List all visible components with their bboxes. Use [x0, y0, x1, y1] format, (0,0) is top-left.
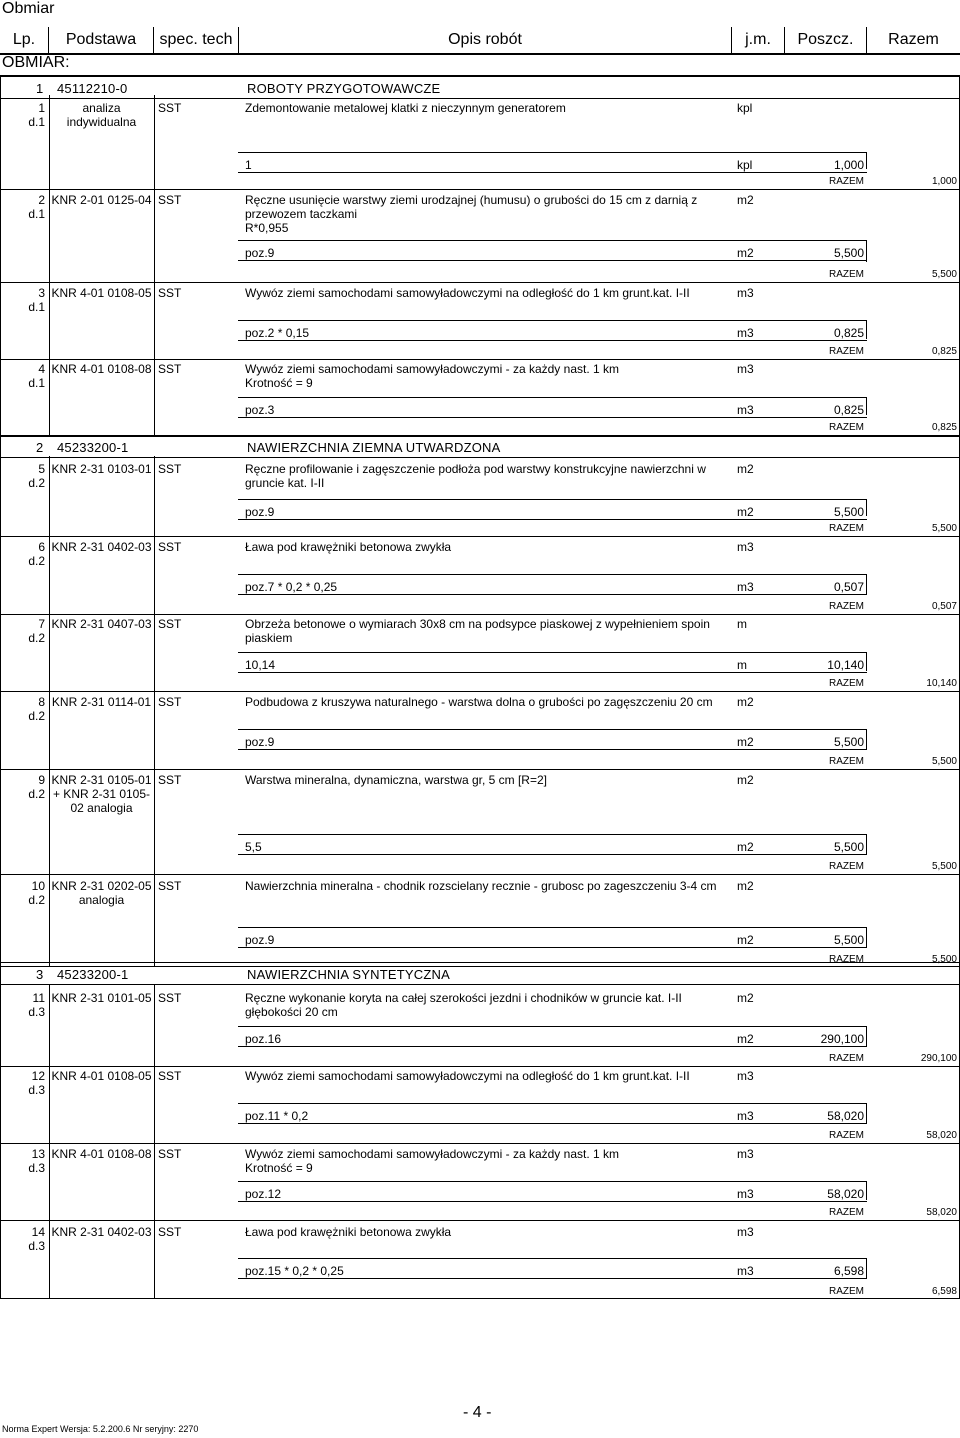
razem-label: RAZEM [829, 678, 864, 689]
calc-right-sep [866, 652, 867, 671]
item-podstawa: KNR 4-01 0108-05 [51, 286, 152, 300]
calc-line [238, 1258, 867, 1259]
item-lp-dept: d.1 [28, 115, 45, 129]
obmiar-label: OBMIAR: [2, 54, 70, 71]
calc-line [238, 1123, 867, 1124]
col-lp-sep [49, 95, 50, 189]
item-lp: 14 [31, 1225, 45, 1239]
calc-line [238, 749, 867, 750]
item-divider [0, 691, 960, 692]
item-opis: Wywóz ziemi samochodami samowyładowczymi na odległość do 1 km grunt.kat. I-II [245, 286, 690, 300]
calc-right-sep [866, 1103, 867, 1123]
calc-right-sep [866, 397, 867, 415]
item-lp-dept: d.3 [28, 1005, 45, 1019]
col-lp-sep [49, 767, 50, 874]
item-spec: SST [158, 101, 182, 115]
col-podstawa-sep [154, 985, 155, 1066]
razem-label: RAZEM [829, 346, 864, 357]
item-opis: Ława pod krawężniki betonowa zwykła [245, 1225, 452, 1239]
razem-label: RAZEM [829, 756, 864, 767]
calc-formula: poz.11 * 0,2 [245, 1109, 309, 1123]
item-lp: 6 [38, 540, 45, 554]
item-podstawa: KNR 2-31 0402-03 [51, 540, 152, 554]
item-divider [0, 769, 960, 770]
table-left-border [0, 75, 1, 1299]
calc-right-sep [866, 729, 867, 749]
item-divider [0, 536, 960, 537]
item-lp-dept: d.2 [28, 476, 45, 490]
calc-unit: kpl [737, 158, 753, 172]
calc-line [238, 152, 867, 153]
item-spec: SST [158, 879, 182, 893]
item-divider [0, 1220, 960, 1221]
razem-value: 5,500 [931, 954, 957, 965]
calc-right-sep [866, 1258, 867, 1279]
page-number: - 4 - [463, 1404, 492, 1421]
item-lp: 1 [38, 101, 45, 115]
razem-label: RAZEM [829, 861, 864, 872]
calc-unit: m2 [737, 246, 754, 260]
item-lp-dept: d.2 [28, 787, 45, 801]
razem-label: RAZEM [829, 601, 864, 612]
item-divider [0, 966, 960, 967]
calc-unit: m3 [737, 580, 754, 594]
item-divider [0, 874, 960, 875]
calc-value: 5,500 [833, 246, 864, 260]
item-lp-dept: d.1 [28, 207, 45, 221]
col-podstawa-sep [154, 456, 155, 536]
section-divider [0, 76, 960, 77]
col-jm: j.m. [732, 27, 784, 53]
calc-formula: 10,14 [245, 658, 276, 672]
item-jm: m3 [737, 540, 754, 554]
razem-value: 0,507 [931, 601, 957, 612]
item-opis: Ręczne profilowanie i zagęszczenie podłoża pod warstwy konstrukcyjne nawierzchni w gruncie kat. I-II [245, 462, 706, 490]
calc-line [238, 519, 867, 520]
item-divider [0, 189, 960, 190]
razem-value: 5,500 [931, 523, 957, 534]
section-divider [0, 98, 960, 99]
item-jm: m2 [737, 462, 754, 476]
item-lp: 5 [38, 462, 45, 476]
calc-unit: m2 [737, 1032, 754, 1046]
item-lp: 2 [38, 193, 45, 207]
col-opis: Opis robót [239, 27, 731, 53]
item-spec: SST [158, 540, 182, 554]
item-jm: m2 [737, 773, 754, 787]
section-title: ROBOTY PRZYGOTOWAWCZE [247, 81, 441, 96]
item-divider [0, 359, 960, 360]
section-divider [0, 457, 960, 458]
razem-value: 58,020 [926, 1130, 957, 1141]
item-divider [0, 1066, 960, 1067]
razem-value: 5,500 [931, 269, 957, 280]
item-opis-extra: Krotność = 9 [245, 1161, 313, 1175]
calc-formula: poz.7 * 0,2 * 0,25 [245, 580, 338, 594]
section-number: 3 [36, 967, 44, 982]
razem-value: 1,000 [931, 176, 957, 187]
item-opis: Warstwa mineralna, dynamiczna, warstwa gr, 5 cm [R=2] [245, 773, 547, 787]
item-lp: 8 [38, 695, 45, 709]
item-podstawa: KNR 2-31 0114-01 [51, 695, 152, 709]
item-jm: m2 [737, 991, 754, 1005]
item-spec: SST [158, 1147, 182, 1161]
calc-line [238, 320, 867, 321]
item-lp-dept: d.3 [28, 1239, 45, 1253]
item-lp: 10 [31, 879, 45, 893]
item-lp: 3 [38, 286, 45, 300]
razem-label: RAZEM [829, 1053, 864, 1064]
razem-value: 0,825 [931, 422, 957, 433]
calc-unit: m2 [737, 840, 754, 854]
calc-formula: poz.9 [245, 505, 275, 519]
calc-line [238, 172, 867, 173]
calc-right-sep [866, 1181, 867, 1200]
item-jm: m3 [737, 1069, 754, 1083]
item-spec: SST [158, 462, 182, 476]
calc-formula: 1 [245, 158, 252, 172]
calc-right-sep [866, 1026, 867, 1046]
calc-formula: poz.12 [245, 1187, 282, 1201]
razem-value: 290,100 [920, 1053, 957, 1064]
razem-value: 0,825 [931, 346, 957, 357]
calc-value: 6,598 [833, 1264, 864, 1278]
item-jm: m3 [737, 286, 754, 300]
item-opis-extra: Krotność = 9 [245, 376, 313, 390]
item-lp: 4 [38, 362, 45, 376]
item-lp: 13 [31, 1147, 45, 1161]
calc-line [238, 854, 867, 855]
col-podstawa-sep [154, 95, 155, 189]
item-opis: Wywóz ziemi samochodami samowyładowczymi na odległość do 1 km grunt.kat. I-II [245, 1069, 690, 1083]
calc-line [238, 672, 867, 673]
item-jm: m2 [737, 879, 754, 893]
item-lp: 12 [31, 1069, 45, 1083]
col-podstawa-sep [154, 1219, 155, 1298]
calc-line [238, 594, 867, 595]
item-podstawa: KNR 2-31 0101-05 [51, 991, 152, 1005]
item-lp-dept: d.2 [28, 893, 45, 907]
item-opis: Nawierzchnia mineralna - chodnik rozscielany recznie - grubosc po zageszczeniu 3-4 cm [245, 879, 717, 893]
item-podstawa: KNR 2-31 0407-03 [51, 617, 152, 631]
item-spec: SST [158, 1069, 182, 1083]
item-spec: SST [158, 362, 182, 376]
item-jm: m3 [737, 1147, 754, 1161]
calc-value: 1,000 [833, 158, 864, 172]
calc-line [238, 1278, 867, 1279]
calc-right-sep [866, 927, 867, 947]
item-podstawa: KNR 2-01 0125-04 [51, 193, 152, 207]
section-title: NAWIERZCHNIA ZIEMNA UTWARDZONA [247, 440, 501, 455]
item-opis: Wywóz ziemi samochodami samowyładowczymi - za każdy nast. 1 km [245, 362, 619, 376]
col-lp-sep [49, 611, 50, 691]
calc-line [238, 729, 867, 730]
calc-value: 10,140 [827, 658, 864, 672]
item-spec: SST [158, 286, 182, 300]
calc-value: 58,020 [827, 1187, 864, 1201]
item-podstawa: KNR 2-31 0103-01 [51, 462, 152, 476]
section-number: 1 [36, 81, 44, 96]
calc-right-sep [866, 240, 867, 262]
item-divider [0, 282, 960, 283]
calc-unit: m3 [737, 1264, 754, 1278]
item-podstawa: KNR 4-01 0108-08 [51, 1147, 152, 1161]
calc-line [238, 574, 867, 575]
footer-version: Norma Expert Wersja: 5.2.200.6 Nr seryjny: 2270 [2, 1424, 199, 1434]
calc-line [238, 1103, 867, 1104]
item-divider [0, 1298, 960, 1299]
col-lp-sep [49, 985, 50, 1066]
item-divider [0, 614, 960, 615]
item-jm: kpl [737, 101, 753, 115]
window-title: Obmiar [2, 0, 55, 17]
calc-line [238, 1201, 867, 1202]
item-spec: SST [158, 193, 182, 207]
calc-line [238, 240, 867, 241]
calc-unit: m [737, 658, 747, 672]
calc-line [238, 1181, 867, 1182]
item-lp-dept: d.2 [28, 631, 45, 645]
item-podstawa: KNR 2-31 0202-05 analogia [51, 879, 152, 907]
calc-formula: poz.16 [245, 1032, 282, 1046]
calc-right-sep [866, 574, 867, 594]
razem-value: 5,500 [931, 861, 957, 872]
razem-label: RAZEM [829, 1286, 864, 1297]
item-opis: Zdemontowanie metalowej klatki z nieczynnym generatorem [245, 101, 566, 115]
calc-value: 5,500 [833, 933, 864, 947]
item-opis: Obrzeża betonowe o wymiarach 30x8 cm na podsypce piaskowej z wypełnieniem spoin piaskiem [245, 617, 710, 645]
item-lp: 7 [38, 617, 45, 631]
calc-unit: m3 [737, 403, 754, 417]
item-jm: m [737, 617, 747, 631]
item-lp-dept: d.1 [28, 300, 45, 314]
col-podstawa-sep [154, 689, 155, 769]
item-opis: Ręczne usunięcie warstwy ziemi urodzajnej (humusu) o grubości do 15 cm z darnią z przewozem taczkami [245, 193, 698, 221]
calc-line [238, 652, 867, 653]
col-lp-sep [49, 1141, 50, 1220]
section-code: 45112210-0 [57, 81, 128, 96]
item-spec: SST [158, 617, 182, 631]
section-title: NAWIERZCHNIA SYNTETYCZNA [247, 967, 450, 982]
col-podstawa-sep [154, 280, 155, 359]
section-code: 45233200-1 [57, 440, 129, 455]
calc-formula: poz.9 [245, 933, 275, 947]
item-spec: SST [158, 773, 182, 787]
col-podstawa-sep [154, 1063, 155, 1143]
calc-right-sep [866, 834, 867, 854]
calc-right-sep [866, 320, 867, 339]
calc-formula: 5,5 [245, 840, 262, 854]
col-lp-sep [49, 187, 50, 282]
calc-value: 0,507 [833, 580, 864, 594]
calc-line [238, 947, 867, 948]
col-lp-sep [49, 873, 50, 966]
calc-value: 58,020 [827, 1109, 864, 1123]
item-lp: 11 [32, 991, 45, 1005]
item-jm: m3 [737, 1225, 754, 1239]
column-header-bar [0, 27, 960, 55]
col-podstawa-sep [154, 187, 155, 282]
item-opis: Podbudowa z kruszywa naturalnego - warstwa dolna o grubości po zagęszczeniu 20 cm [245, 695, 713, 709]
calc-formula: poz.9 [245, 735, 275, 749]
calc-line [238, 834, 867, 835]
col-spec: spec. tech [154, 27, 238, 53]
calc-unit: m2 [737, 505, 754, 519]
item-spec: SST [158, 991, 182, 1005]
calc-value: 5,500 [833, 505, 864, 519]
calc-formula: poz.2 * 0,15 [245, 326, 310, 340]
razem-label: RAZEM [829, 1207, 864, 1218]
calc-value: 0,825 [833, 403, 864, 417]
item-lp-dept: d.3 [28, 1083, 45, 1097]
item-lp-dept: d.2 [28, 709, 45, 723]
calc-unit: m3 [737, 1109, 754, 1123]
calc-line [238, 1046, 867, 1047]
col-lp-sep [49, 280, 50, 359]
calc-right-sep [866, 499, 867, 516]
section-number: 2 [36, 440, 44, 455]
col-podstawa: Podstawa [49, 27, 153, 53]
col-lp-sep [49, 1219, 50, 1298]
razem-label: RAZEM [829, 269, 864, 280]
calc-right-sep [866, 152, 867, 169]
item-lp-dept: d.3 [28, 1161, 45, 1175]
calc-line [238, 499, 867, 500]
calc-line [238, 927, 867, 928]
razem-value: 6,598 [931, 1286, 957, 1297]
razem-value: 5,500 [931, 756, 957, 767]
col-podstawa-sep [154, 534, 155, 614]
calc-line [238, 417, 867, 418]
calc-value: 290,100 [820, 1032, 864, 1046]
col-lp: Lp. [0, 27, 48, 53]
col-lp-sep [49, 534, 50, 614]
item-lp-dept: d.2 [28, 554, 45, 568]
calc-line [238, 340, 867, 341]
item-opis: Ręczne wykonanie koryta na całej szerokości jezdni i chodników w gruncie kat. I-II głębokości 20 cm [245, 991, 682, 1019]
calc-line [238, 260, 867, 261]
col-podstawa-sep [154, 611, 155, 691]
razem-value: 10,140 [926, 678, 957, 689]
item-opis-extra: R*0,955 [245, 221, 289, 235]
item-podstawa: KNR 4-01 0108-05 [51, 1069, 152, 1083]
item-divider [0, 436, 960, 437]
section-code: 45233200-1 [57, 967, 129, 982]
calc-unit: m3 [737, 1187, 754, 1201]
col-lp-sep [49, 1063, 50, 1143]
item-spec: SST [158, 695, 182, 709]
item-podstawa: KNR 2-31 0402-03 [51, 1225, 152, 1239]
col-lp-sep [49, 689, 50, 769]
item-jm: m2 [737, 193, 754, 207]
col-poszcz: Poszcz. [785, 27, 866, 53]
razem-label: RAZEM [829, 1130, 864, 1141]
item-lp-dept: d.1 [28, 376, 45, 390]
razem-label: RAZEM [829, 422, 864, 433]
item-lp: 9 [38, 773, 45, 787]
item-opis: Ława pod krawężniki betonowa zwykła [245, 540, 452, 554]
calc-unit: m3 [737, 326, 754, 340]
razem-label: RAZEM [829, 176, 864, 187]
calc-line [238, 397, 867, 398]
item-divider [0, 1143, 960, 1144]
col-lp-sep [49, 356, 50, 436]
section-divider [0, 984, 960, 985]
col-podstawa-sep [154, 356, 155, 436]
calc-unit: m2 [737, 933, 754, 947]
calc-formula: poz.15 * 0,2 * 0,25 [245, 1264, 344, 1278]
razem-label: RAZEM [829, 523, 864, 534]
calc-formula: poz.3 [245, 403, 275, 417]
col-podstawa-sep [154, 873, 155, 966]
calc-formula: poz.9 [245, 246, 275, 260]
calc-value: 5,500 [833, 735, 864, 749]
item-opis: Wywóz ziemi samochodami samowyładowczymi - za każdy nast. 1 km [245, 1147, 619, 1161]
item-spec: SST [158, 1225, 182, 1239]
razem-label: RAZEM [829, 954, 864, 965]
item-podstawa: analiza indywidualna [66, 101, 137, 129]
item-jm: m2 [737, 695, 754, 709]
calc-line [238, 1026, 867, 1027]
calc-value: 0,825 [833, 326, 864, 340]
razem-value: 58,020 [926, 1207, 957, 1218]
col-lp-sep [49, 456, 50, 536]
item-podstawa: KNR 2-31 0105-01 + KNR 2-31 0105-02 analogia [51, 773, 152, 815]
calc-unit: m2 [737, 735, 754, 749]
calc-value: 5,500 [833, 840, 864, 854]
item-jm: m3 [737, 362, 754, 376]
obmiar-table [0, 75, 960, 1299]
col-razem: Razem [867, 27, 960, 53]
item-podstawa: KNR 4-01 0108-08 [51, 362, 152, 376]
col-podstawa-sep [154, 767, 155, 874]
col-podstawa-sep [154, 1141, 155, 1220]
